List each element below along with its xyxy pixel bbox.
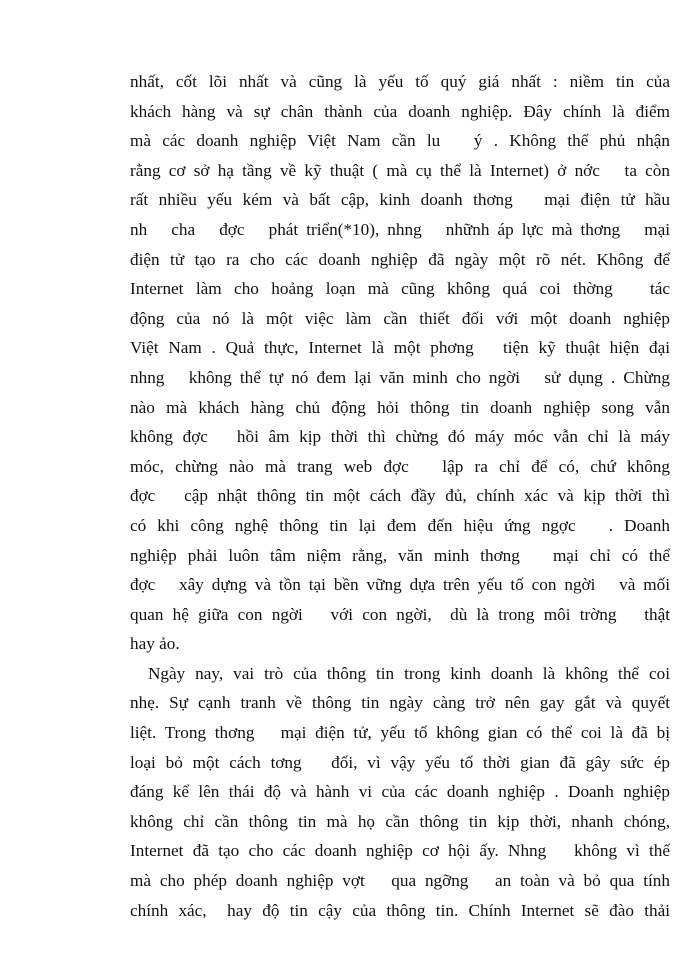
text-line: Ngày nay, vai trò của thông tin trong kinh doanh là không thể coi (148, 663, 670, 683)
text-line: mà các doanh nghiệp Việt Nam cần lu ý . Không thể phủ nhận (130, 131, 670, 151)
text-line: nhất, cốt lõi nhất và cũng là yếu tố quý giá nhất : niềm tin của (130, 72, 670, 91)
text-line: móc, chừng nào mà trang web đợc lập ra chỉ để có, chứ không (130, 456, 670, 476)
text-line: Việt Nam . Quả thực, Internet là một phơng tiện kỹ thuật hiện đại (130, 338, 670, 358)
text-line: nh cha đợc phát triển(*10), nhng nhữnh áp lực mà thơng mại (130, 219, 670, 239)
text-line: Internet đã tạo cho các doanh nghiệp cơ hội ấy. Nhng không vì thế (130, 841, 670, 861)
text-line: không đợc hồi âm kịp thời thì chừng đó máy móc vẫn chỉ là máy (130, 427, 670, 447)
text-line: rất nhiều yếu kém và bất cập, kinh doanh thơng mại điện tử hầu (130, 190, 670, 210)
text-line: loại bỏ một cách tơng đối, vì vậy yếu tố thời gian đã gây sức ép (130, 752, 670, 772)
body-text (130, 67, 670, 925)
text-line: liệt. Trong thơng mại điện tử, yếu tố không gian có thể coi là đã bị (130, 723, 670, 743)
text-line: khách hàng và sự chân thành của doanh nghiệp. Đây chính là điểm (130, 101, 670, 121)
text-line: đợc xây dựng và tồn tại bền vững dựa trên yếu tố con ngời và mối (130, 575, 670, 595)
text-line: điện tử tạo ra cho các doanh nghiệp đã ngày một rõ nét. Không để (130, 249, 670, 269)
text-line: quan hệ giữa con ngời với con ngời, dù là trong môi trờng thật (130, 604, 670, 624)
text-line: nghiệp phải luôn tâm niệm rằng, văn minh thơng mại chỉ có thể (130, 545, 670, 565)
text-line: có khi công nghệ thông tin lại đem đến hiệu ứng ngợc . Doanh (130, 515, 670, 535)
text-line: mà cho phép doanh nghiệp vợt qua ngỡng an toàn và bỏ qua tính (130, 871, 670, 891)
text-line: không chỉ cần thông tin mà họ cần thông tin kịp thời, nhanh chóng, (130, 811, 670, 831)
text-line: nhẹ. Sự cạnh tranh về thông tin ngày càng trở nên gay gắt và quyết (130, 693, 670, 713)
text-line: đáng kể lên thái độ và hành vi của các doanh nghiệp . Doanh nghiệp (130, 782, 670, 802)
text-line: nào mà khách hàng chủ động hỏi thông tin doanh nghiệp song vẫn (130, 397, 670, 417)
paragraph-1 (130, 67, 670, 659)
text-line: đợc cập nhật thông tin một cách đầy đủ, chính xác và kịp thời thì (130, 486, 670, 506)
text-line: hay ảo. (130, 634, 180, 654)
text-line: nhng không thể tự nó đem lại văn minh cho ngời sử dụng . Chừng (130, 367, 670, 387)
paragraph-2 (130, 659, 670, 925)
text-line: động của nó là một việc làm cần thiết đối với một doanh nghiệp (130, 308, 670, 328)
text-line: Internet làm cho hoảng loạn mà cũng không quá coi thờng tác (130, 279, 670, 299)
text-line: rằng cơ sở hạ tầng về kỹ thuật ( mà cụ thể là Internet) ở nớc ta còn (130, 160, 670, 180)
text-line: chính xác, hay độ tin cậy của thông tin. Chính Internet sẽ đào thải (130, 900, 670, 920)
